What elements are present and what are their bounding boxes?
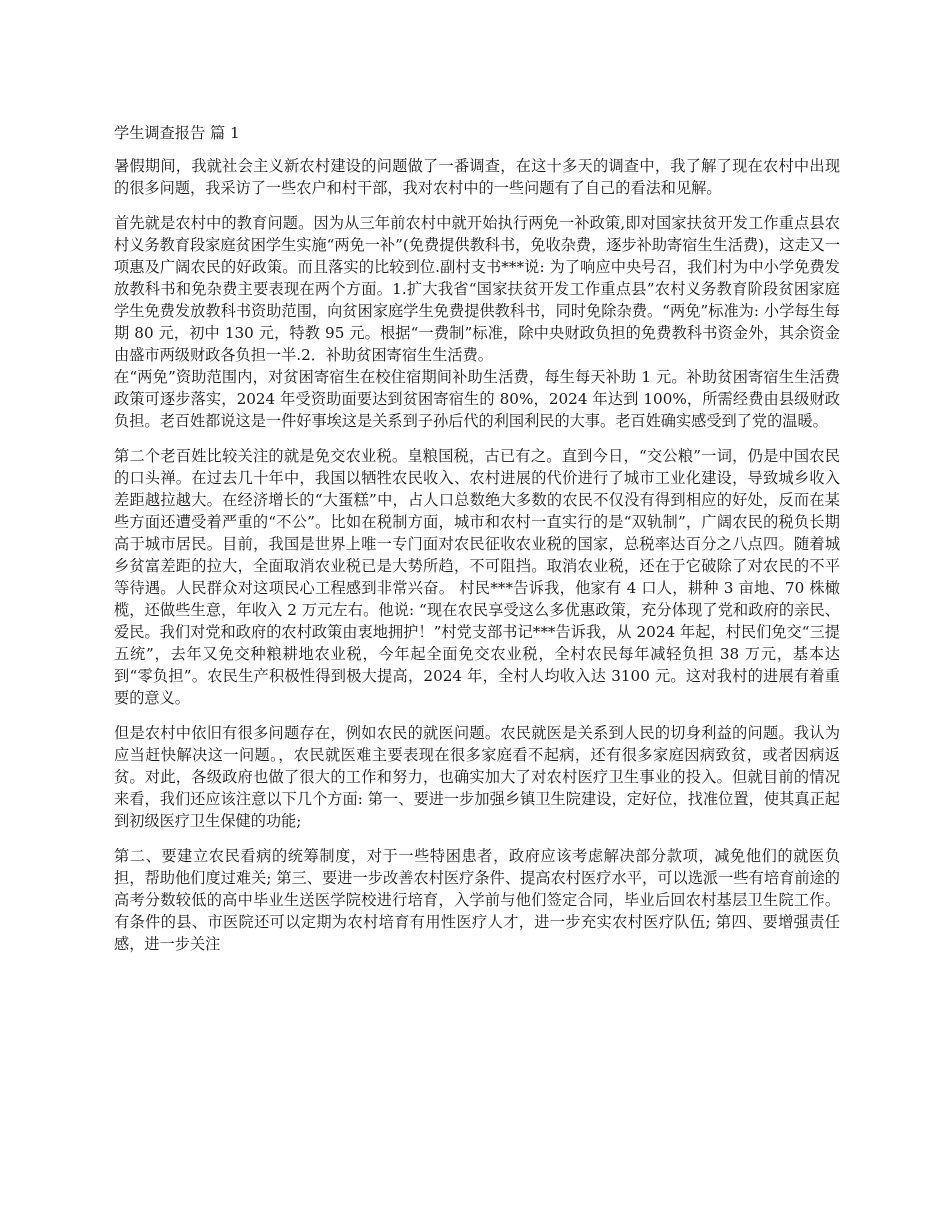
paragraph-agricultural-tax: 第二个老百姓比较关注的就是免交农业税。皇粮国税，古已有之。直到今日，“交公粮”一词，仍是中国农民的口头禅。在过去几十年中，我国以牺牲农民收入、农村进展的代价进行了城市工业化建设，导致城乡收入差距越拉越大。在经济增长的“大蛋糕”中，占人口总数绝大多数的农民不仅没有得到相应的好处，反而在某些方面还遭受着严重的“不公”。比如在税制方面，城市和农村一直实行的是“双轨制”，广阔农民的税负长期高于城市居民。目前，我国是世界上唯一专门面对农民征收农业税的国家，总税率达百分之八点四。随着城乡贫富差距的拉大，全面取消农业税已是大势所趋，不可阻挡。取消农业税，还在于它破除了对农民的不平等待遇。人民群众对这项民心工程感到非常兴奋。 村民***告诉我，他家有 4 口人，耕种 3 亩地、70 株橄榄，还做些生意，年收入 2 万元左右。他说: “现在农民享受这么多优惠政策，充分体现了党和政府的亲民、爱民。我们对党和政府的农村政策由衷地拥护！”村党支部书记***告诉我，从 2024 年起，村民们免交“三提五统”，去年又免交种粮耕地农业税，今年起全面免交农业税，全村农民每年减轻负担 38 万元，基本达到“零负担”。农民生产积极性得到极大提高，2024 年，全村人均收入达 3100 元。这对我村的进展有着重要的意义。: [114, 447, 840, 707]
document-title: 学生调查报告 篇 1: [114, 124, 240, 142]
paragraph-medical-measures: 第二、要建立农民看病的统筹制度，对于一些特困患者，政府应该考虑解决部分款项，减免他们的就医负担，帮助他们度过难关; 第三、要进一步改善农村医疗条件、提高农村医疗水平，可以选派一些有培育前途的高考分数较低的高中毕业生送医学院校进行培育，入学前与他们签定合同，毕业后回农村基层卫生院工作。有条件的县、市医院还可以定期为农村培育有用性医疗人才，进一步充实农村医疗队伍; 第四、要增强责任感，进一步关注: [114, 847, 840, 953]
paragraph-intro: 暑假期间，我就社会主义新农村建设的问题做了一番调查，在这十多天的调查中，我了解了现在农村中出现的很多问题，我采访了一些农户和村干部，我对农村中的一些问题有了自己的看法和见解。: [114, 157, 840, 197]
document-page: [114, 122, 840, 968]
paragraph-medical: 但是农村中依旧有很多问题存在，例如农民的就医问题。农民就医是关系到人民的切身利益的问题。我认为应当赶快解决这一问题。，农民就医难主要表现在很多家庭看不起病，还有很多家庭因病致贫，或者因病返贫。对此，各级政府也做了很大的工作和努力，也确实加大了对农村医疗卫生事业的投入。但就目前的情况来看，我们还应该注意以下几个方面: 第一、要进一步加强乡镇卫生院建设，定好位，找准位置，使其真正起到初级医疗卫生保健的功能;: [114, 724, 840, 830]
paragraph-education: 首先就是农村中的教育问题。因为从三年前农村中就开始执行两免一补政策,即对国家扶贫开发工作重点县农村义务教育段家庭贫困学生实施“两免一补”(免费提供教科书，免收杂费，逐步补助寄宿生生活费)，这走又一项惠及广阔农民的好政策。而且落实的比较到位.副村支书***说: 为了响应中央号召，我们村为中小学免费发放教科书和免杂费主要表现在两个方面。1.扩大我省“国家扶贫开发工作重点县”农村义务教育阶段贫困家庭学生免费发放教科书资助范围，向贫困家庭学生免费提供教科书，同时免除杂费。“两免”标准为: 小学每生每期 80 元，初中 130 元，特教 95 元。根据“一费制”标准，除中央财政负担的免费教科书资金外，其余资金由盛市两级财政各负担一半.2．补助贫困寄宿生生活费。 在“两免”资助范围内，对贫困寄宿生在校住宿期间补助生活费，每生每天补助 1 元。补助贫困寄宿生生活费政策可逐步落实，2024 年受资助面要达到贫困寄宿生的 80%，2024 年达到 100%，所需经费由县级财政负担。老百姓都说这是一件好事埃这是关系到子孙后代的利国利民的大事。老百姓确实感受到了党的温暖。: [114, 214, 841, 430]
